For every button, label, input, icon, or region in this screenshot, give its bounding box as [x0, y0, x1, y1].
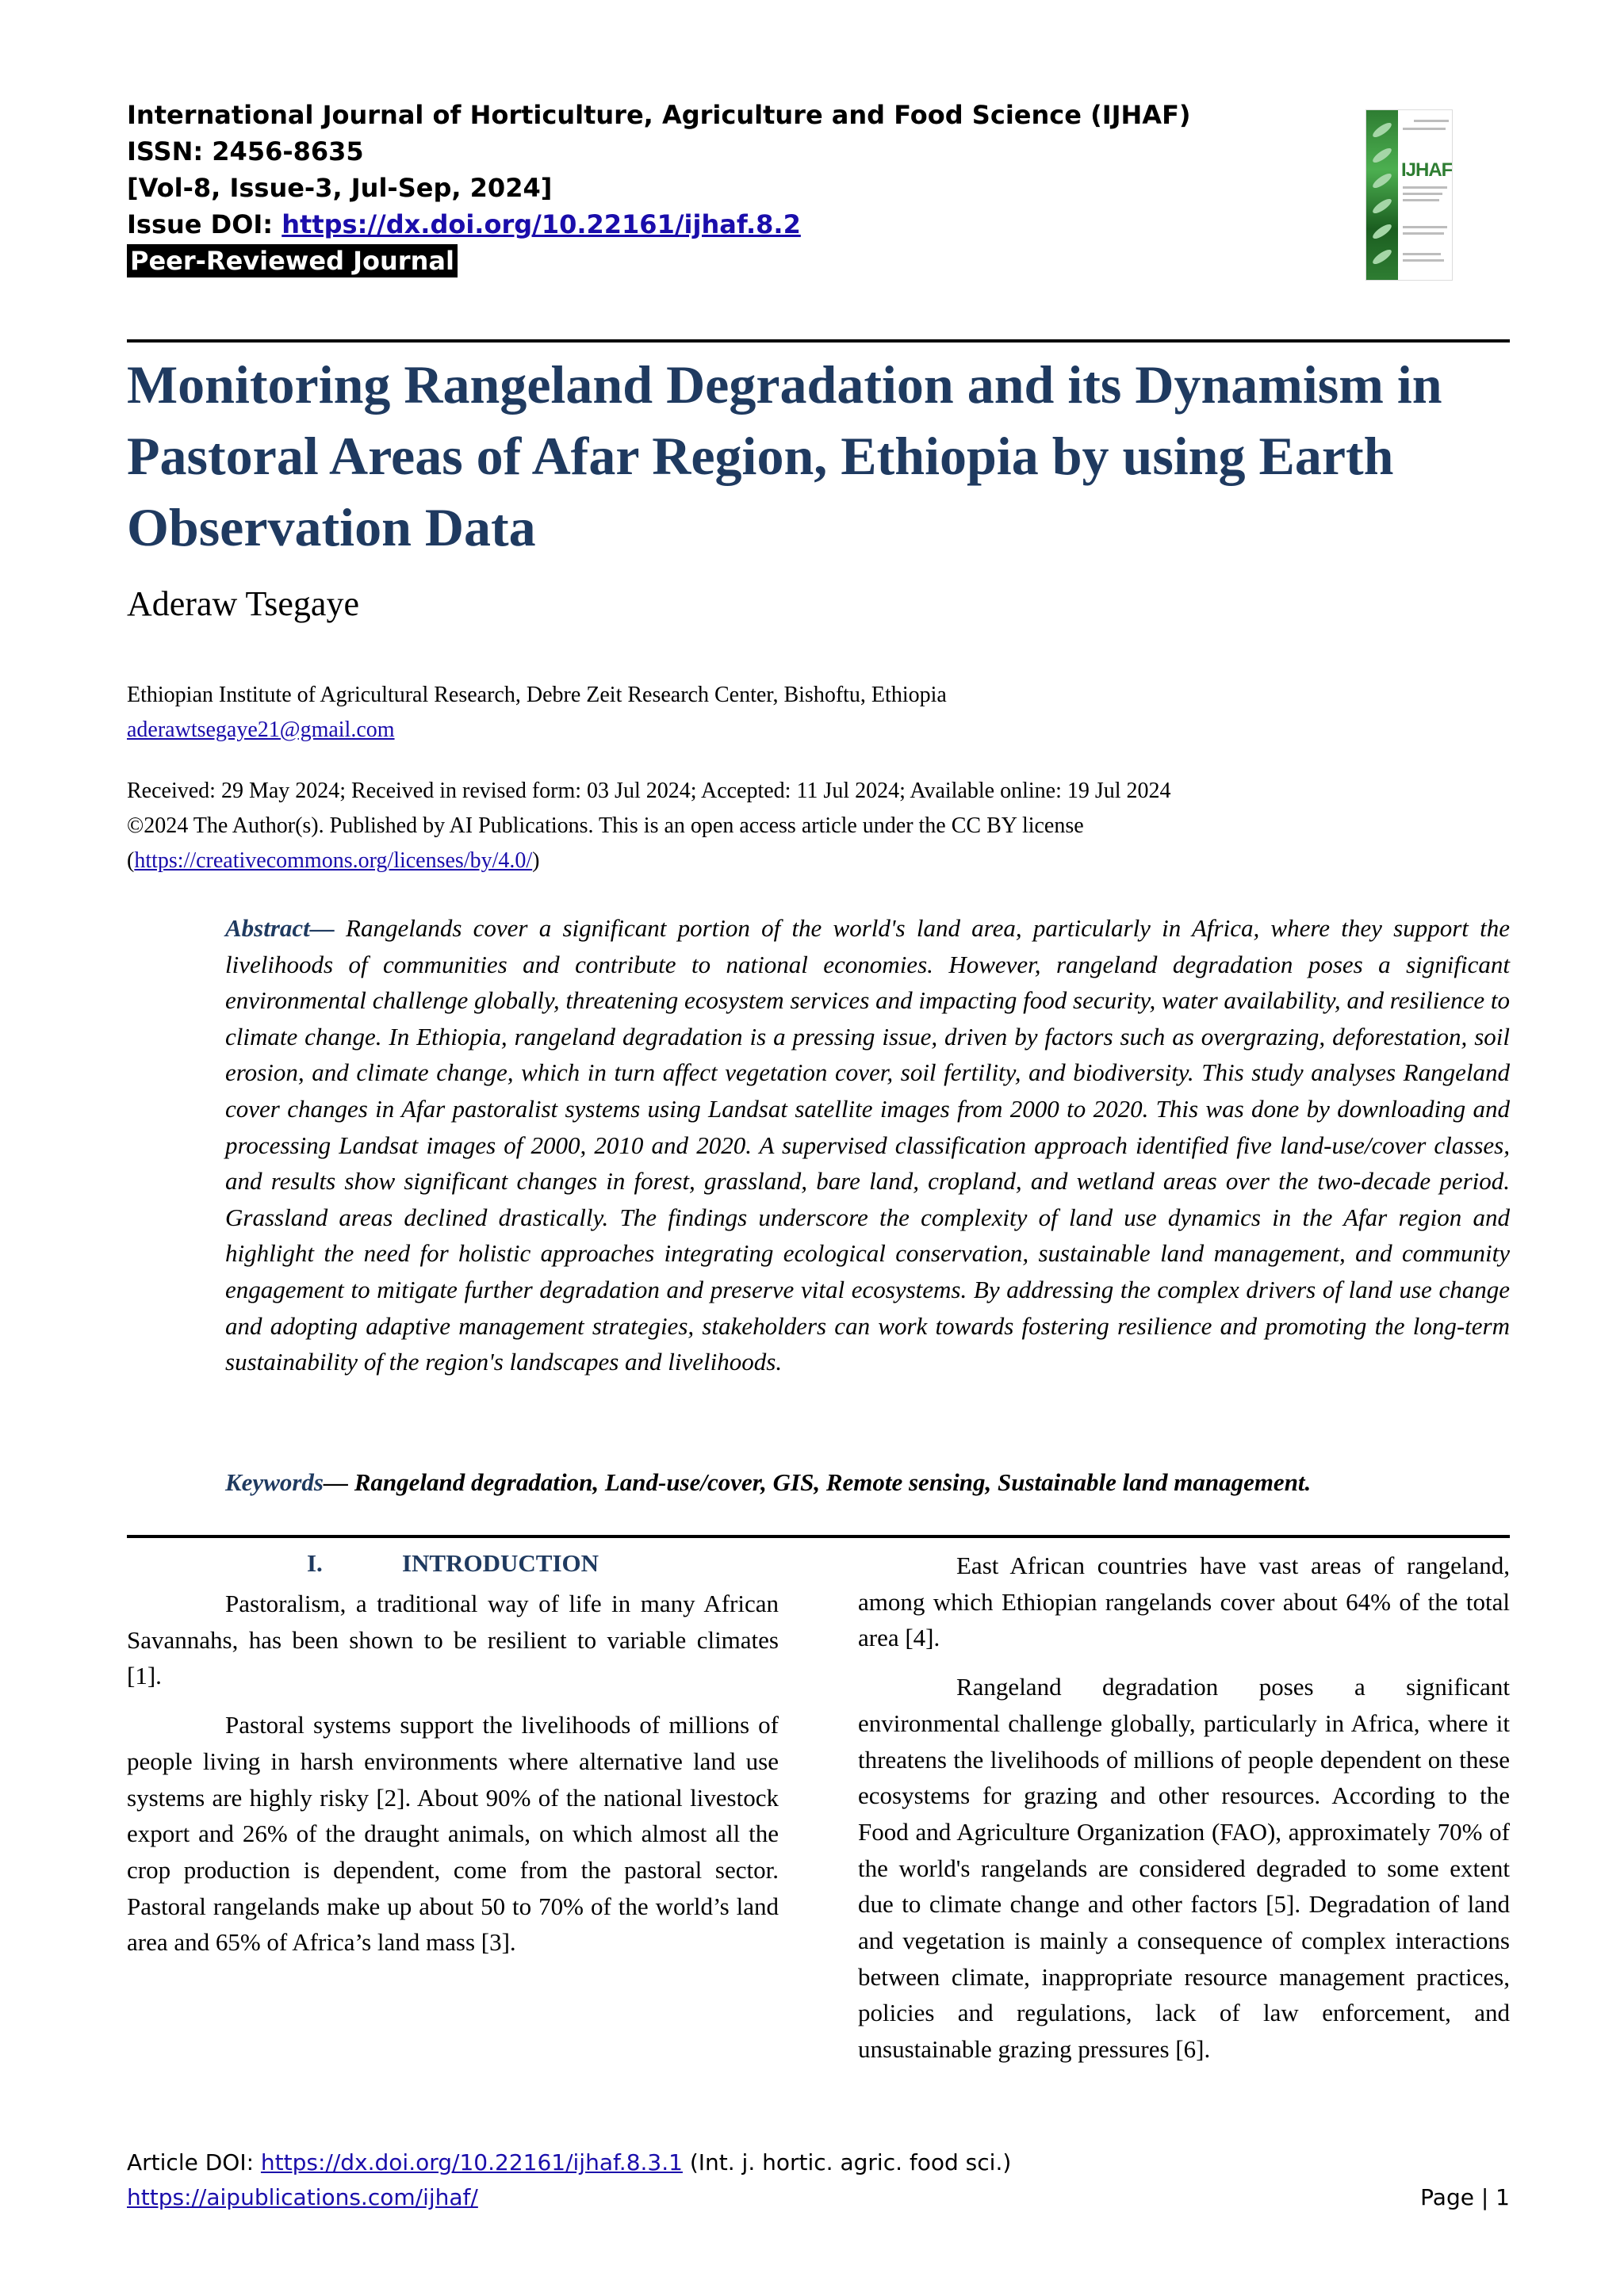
- keywords-label: Keywords: [225, 1468, 324, 1496]
- body-paragraph: Rangeland degradation poses a significant environmental challenge globally, particularly in Africa, where it threatens the livelihoods of millions of people dependent on these ecosystems for grazing and other resources. According to the Food and Agriculture Organization (FAO), approximately 70% of the world's rangelands are considered degraded to some extent due to climate change and other factors [5]. Degradation of land and vegetation is mainly a consequence of complex interactions between climate, inappropriate resource management practices, policies and regulations, lack of law enforcement, and unsustainable grazing pressures [6].: [858, 1673, 1510, 2064]
- publication-info: [127, 774, 1171, 878]
- abstract-label: Abstract—: [225, 914, 335, 942]
- header-divider: [127, 339, 1510, 342]
- publication-dates: Received: 29 May 2024; Received in revised form: 03 Jul 2024; Accepted: 11 Jul 2024; Available online: 19 Jul 2024: [127, 779, 1171, 803]
- page-footer: [127, 2145, 1510, 2215]
- keywords-text: — Rangeland degradation, Land-use/cover, GIS, Remote sensing, Sustainable land management.: [324, 1468, 1312, 1496]
- article-doi-label: Article DOI:: [127, 2149, 261, 2175]
- journal-volume: [Vol-8, Issue-3, Jul-Sep, 2024]: [127, 173, 553, 203]
- journal-issn: ISSN: 2456-8635: [127, 136, 364, 166]
- article-doi: [127, 2145, 1510, 2180]
- section-heading: [127, 1548, 779, 1579]
- license-statement: ©2024 The Author(s). Published by AI Publications. This is an open access article under the CC BY license: [127, 813, 1084, 838]
- keywords: [225, 1465, 1510, 1500]
- journal-name: International Journal of Horticulture, Agriculture and Food Science (IJHAF): [127, 100, 1191, 130]
- journal-site-link[interactable]: https://aipublications.com/ijhaf/: [127, 2184, 478, 2210]
- body-paragraph: Pastoralism, a traditional way of life in many African Savannahs, has been shown to be resilient to variable climates [1].: [127, 1590, 779, 1690]
- page-number: Page | 1: [1420, 2184, 1510, 2210]
- paper-author: Aderaw Tsegaye: [127, 584, 359, 623]
- abstract: [225, 910, 1510, 1380]
- issue-doi-label: Issue DOI:: [127, 209, 282, 239]
- license-paren-close: ): [532, 848, 540, 873]
- section-number: I.: [306, 1549, 323, 1577]
- body-paragraph: Pastoral systems support the livelihoods of millions of people living in harsh environments where alternative land use systems are highly risky [2]. About 90% of the national livestock export and 26% of the draught animals, on which almost all the crop production is dependent, come from the pastoral sector. Pastoral rangelands make up about 50 to 70% of the world’s land area and 65% of Africa’s land mass [3].: [127, 1711, 779, 1957]
- author-affiliation-block: [127, 678, 947, 748]
- abstract-text: Rangelands cover a significant portion of the world's land area, particularly in Africa, where they support the livelihoods of communities and contribute to national economies. However, rangeland degradation poses a significant environmental challenge globally, threatening ecosystem services and impacting food security, water availability, and resilience to climate change. In Ethiopia, rangeland degradation is a pressing issue, driven by factors such as overgrazing, deforestation, soil erosion, and climate change, which in turn affect vegetation cover, soil fertility, and biodiversity. This study analyses Rangeland cover changes in Afar pastoralist systems using Landsat satellite images from 2000 to 2020. This was done by downloading and processing Landsat images of 2000, 2010 and 2020. A supervised classification approach identified five land-use/cover classes, and results show significant changes in forest, grassland, bare land, cropland, and wetland areas over the two-decade period. Grassland areas declined drastically. The findings underscore the complexity of land use dynamics in the Afar region and highlight the need for holistic approaches integrating ecological conservation, sustainable land management, and community engagement to mitigate further degradation and preserve vital ecosystems. By addressing the complex drivers of land use change and adopting adaptive management strategies, stakeholders can work towards fostering resilience and promoting the long-term sustainability of the region's landscapes and livelihoods.: [225, 914, 1510, 1376]
- section-title: INTRODUCTION: [401, 1549, 599, 1577]
- issue-doi: [127, 206, 1316, 243]
- cover-leaf-strip: [1366, 110, 1398, 280]
- license-paren-open: (: [127, 848, 135, 873]
- author-email-link[interactable]: aderawtsegaye21@gmail.com: [127, 718, 395, 742]
- article-doi-link[interactable]: https://dx.doi.org/10.22161/ijhaf.8.3.1: [260, 2149, 683, 2175]
- paper-title: Monitoring Rangeland Degradation and its Dynamism in Pastoral Areas of Afar Region, Ethiopia by using Earth Observation Data: [127, 354, 1442, 557]
- peer-reviewed-badge: Peer-Reviewed Journal: [127, 244, 458, 277]
- article-doi-suffix: (Int. j. hortic. agric. food sci.): [682, 2149, 1012, 2175]
- issue-doi-link[interactable]: https://dx.doi.org/10.22161/ijhaf.8.2: [282, 209, 801, 239]
- author-affiliation: Ethiopian Institute of Agricultural Research, Debre Zeit Research Center, Bishoftu, Ethiopia: [127, 683, 947, 707]
- left-column: [127, 1548, 779, 1973]
- abstract-divider: [127, 1535, 1510, 1538]
- right-column: [858, 1548, 1510, 2080]
- body-paragraph: East African countries have vast areas of rangeland, among which Ethiopian rangelands cover about 64% of the total area [4].: [858, 1552, 1510, 1652]
- cover-logo: IJHAF: [1401, 159, 1453, 181]
- journal-header: [127, 97, 1316, 279]
- journal-cover-image: [1365, 109, 1453, 281]
- license-link[interactable]: https://creativecommons.org/licenses/by/4.0/: [134, 848, 533, 873]
